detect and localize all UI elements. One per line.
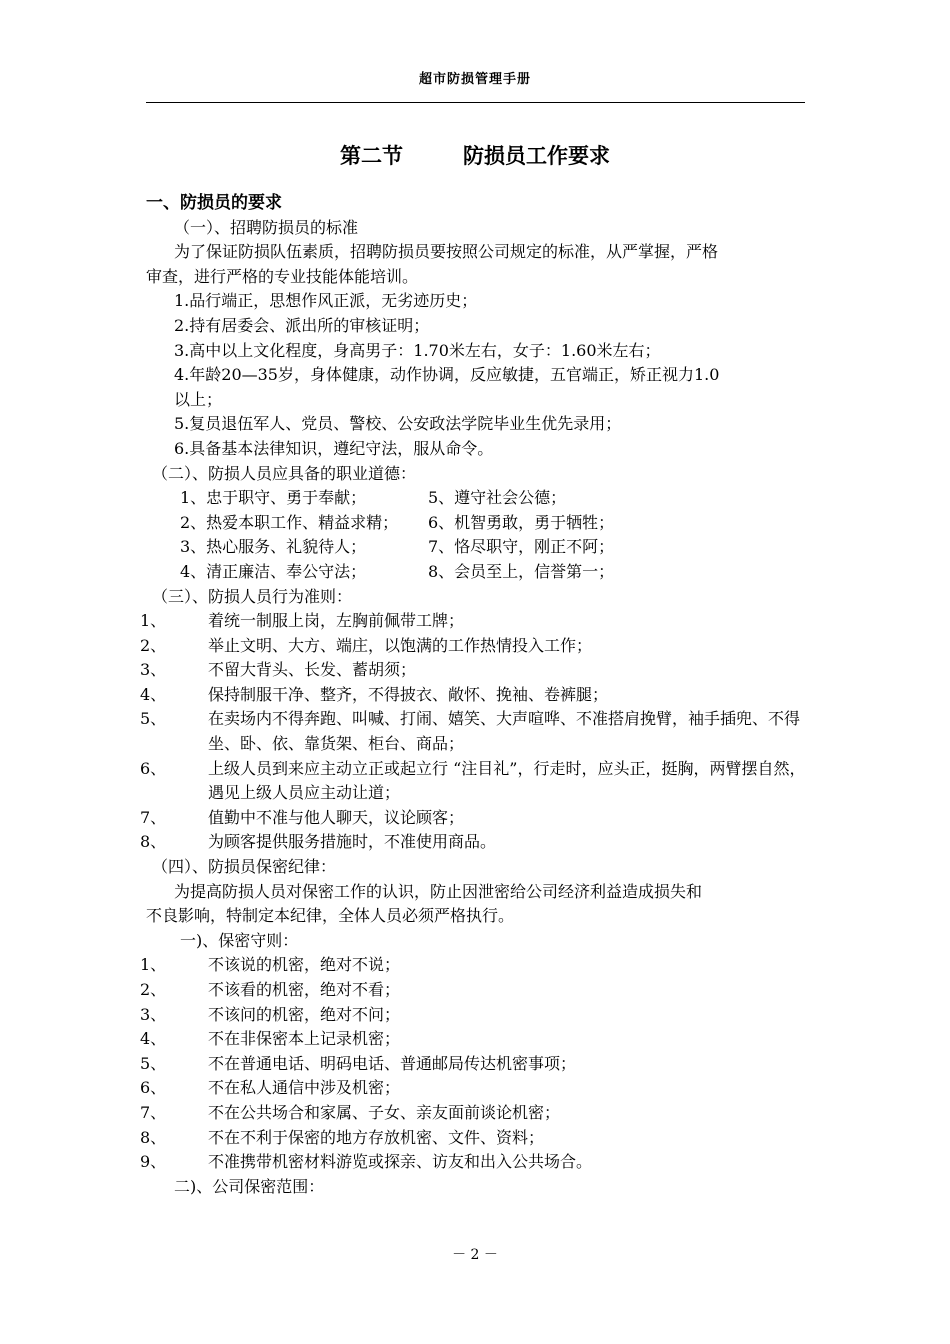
ethics-item: 3、热心服务、礼貌待人； — [180, 537, 367, 557]
item-number: 6、 — [140, 758, 167, 778]
item-text: 不该问的机密，绝对不问； — [208, 1004, 401, 1024]
item-number: 2、 — [140, 980, 167, 999]
confidentiality-item — [140, 1027, 808, 1052]
section-heading: 防损员工作要求 — [463, 144, 610, 168]
page-number: － 2 － — [452, 1247, 498, 1263]
rule-item — [140, 609, 808, 634]
rule-item — [140, 683, 808, 708]
rule-item — [140, 806, 808, 831]
part-heading: 一、防损员的要求 — [146, 193, 282, 213]
item-number: 4、 — [140, 1029, 167, 1049]
rule-item — [140, 634, 808, 659]
confidentiality-item — [140, 1126, 808, 1151]
ethics-row — [146, 535, 808, 560]
item-number: 5、 — [140, 709, 167, 729]
item-number: 8、 — [140, 832, 167, 852]
confidentiality-item — [140, 1003, 808, 1028]
section-number: 第二节 — [340, 144, 403, 168]
confidentiality-item — [140, 1052, 808, 1077]
list-item-continuation: 以上； — [174, 389, 223, 409]
confidentiality-item — [140, 1076, 808, 1101]
paragraph-line: 为提高防损人员对保密工作的认识，防止因泄密给公司经济利益造成损失和 — [174, 881, 703, 901]
item-text: 不该说的机密，绝对不说； — [208, 955, 401, 975]
list-item: 5.复员退伍军人、党员、警校、公安政法学院毕业生优先录用； — [174, 414, 622, 434]
header-rule — [146, 102, 805, 103]
paragraph-line: 为了保证防损队伍素质，招聘防损员要按照公司规定的标准，从严掌握，严格 — [174, 242, 719, 262]
subsection-title-2: （二）、防损人员应具备的职业道德： — [152, 463, 417, 483]
item-number: 7、 — [140, 807, 167, 827]
list-item: 4.年龄20—35岁，身体健康，动作协调，反应敏捷，五官端正，矫正视力1.0 — [174, 365, 720, 385]
rule-item — [140, 830, 808, 855]
ethics-row — [146, 560, 808, 585]
item-number: 8、 — [140, 1127, 167, 1147]
list-item: 1.品行端正，思想作风正派，无劣迹历史； — [174, 291, 478, 311]
item-text: 不在不利于保密的地方存放机密、文件、资料； — [208, 1127, 545, 1147]
running-header: 超市防损管理手册 — [418, 72, 531, 87]
ethics-item: 7、恪尽职守，刚正不阿； — [428, 537, 615, 557]
section-title — [0, 140, 950, 170]
ethics-item: 6、机智勇敢，勇于牺牲； — [428, 512, 615, 532]
rule-item — [140, 658, 808, 683]
ethics-item: 5、遵守社会公德； — [428, 488, 567, 508]
rule-item — [140, 707, 808, 756]
item-number: 4、 — [140, 684, 167, 704]
list-item: 2.持有居委会、派出所的审核证明； — [174, 315, 430, 335]
item-number: 6、 — [140, 1078, 167, 1098]
item-text: 不在私人通信中涉及机密； — [208, 1078, 401, 1098]
item-text: 保持制服干净、整齐，不得披衣、敞怀、挽袖、卷裤腿； — [208, 684, 609, 704]
item-text: 值勤中不准与他人聊天，议论顾客； — [208, 807, 465, 827]
paragraph-line: 审查，进行严格的专业技能体能培训。 — [146, 266, 419, 286]
item-text: 不准携带机密材料游览或探亲、访友和出入公共场合。 — [208, 1152, 593, 1172]
item-number: 5、 — [140, 1053, 167, 1073]
ethics-row — [146, 511, 808, 536]
subsection-title-4: （四）、防损员保密纪律： — [152, 857, 337, 877]
ethics-item: 8、会员至上，信誉第一； — [428, 561, 615, 581]
list-item: 6.具备基本法律知识，遵纪守法，服从命令。 — [174, 438, 494, 458]
item-text: 不该看的机密，绝对不看； — [208, 980, 401, 999]
item-text: 举止文明、大方、端庄，以饱满的工作热情投入工作； — [208, 635, 593, 655]
item-text: 不在公共场合和家属、子女、亲友面前谈论机密； — [208, 1102, 561, 1122]
item-number: 2、 — [140, 635, 167, 655]
item-number: 3、 — [140, 660, 167, 680]
item-number: 7、 — [140, 1102, 167, 1122]
item-text: 不留大背头、长发、蓄胡须； — [208, 660, 417, 680]
ethics-item: 1、忠于职守、勇于奉献； — [180, 488, 367, 508]
item-text: 在卖场内不得奔跑、叫喊、打闹、嬉笑、大声喧哗、不准搭肩挽臂，袖手插兜、不得坐、卧、依、靠货架、柜台、商品； — [208, 709, 801, 754]
ethics-item: 4、清正廉洁、奉公守法； — [180, 561, 367, 581]
item-text: 着统一制服上岗，左胸前佩带工牌； — [208, 611, 465, 631]
subsection-title-1: （一）、招聘防损员的标准 — [174, 217, 359, 237]
rule-item — [140, 757, 808, 806]
item-text: 不在非保密本上记录机密； — [208, 1029, 401, 1049]
ethics-item: 2、热爱本职工作、精益求精； — [180, 512, 399, 532]
confidentiality-item — [140, 1101, 808, 1126]
sub-heading: 二)、公司保密范围： — [174, 1176, 325, 1196]
item-number: 1、 — [140, 611, 167, 631]
sub-heading: 一)、保密守则： — [180, 930, 299, 950]
confidentiality-item — [140, 953, 808, 978]
item-number: 3、 — [140, 1004, 167, 1024]
document-body — [140, 191, 808, 1199]
item-text: 不在普通电话、明码电话、普通邮局传达机密事项； — [208, 1053, 577, 1073]
item-number: 1、 — [140, 955, 167, 975]
ethics-row — [146, 486, 808, 511]
confidentiality-item — [140, 1150, 808, 1175]
item-number: 9、 — [140, 1152, 167, 1172]
confidentiality-item — [140, 978, 808, 1003]
subsection-title-3: （三）、防损人员行为准则： — [152, 586, 353, 606]
item-text: 上级人员到来应主动立正或起立行 “注目礼”，行走时，应头正，挺胸，两臂摆自然，遇见上级人员应主动让道； — [208, 758, 806, 803]
list-item: 3.高中以上文化程度，身高男子：1.70米左右，女子：1.60米左右； — [174, 340, 661, 360]
paragraph-line: 不良影响，特制定本纪律，全体人员必须严格执行。 — [146, 906, 515, 926]
item-text: 为顾客提供服务措施时，不准使用商品。 — [208, 832, 497, 852]
